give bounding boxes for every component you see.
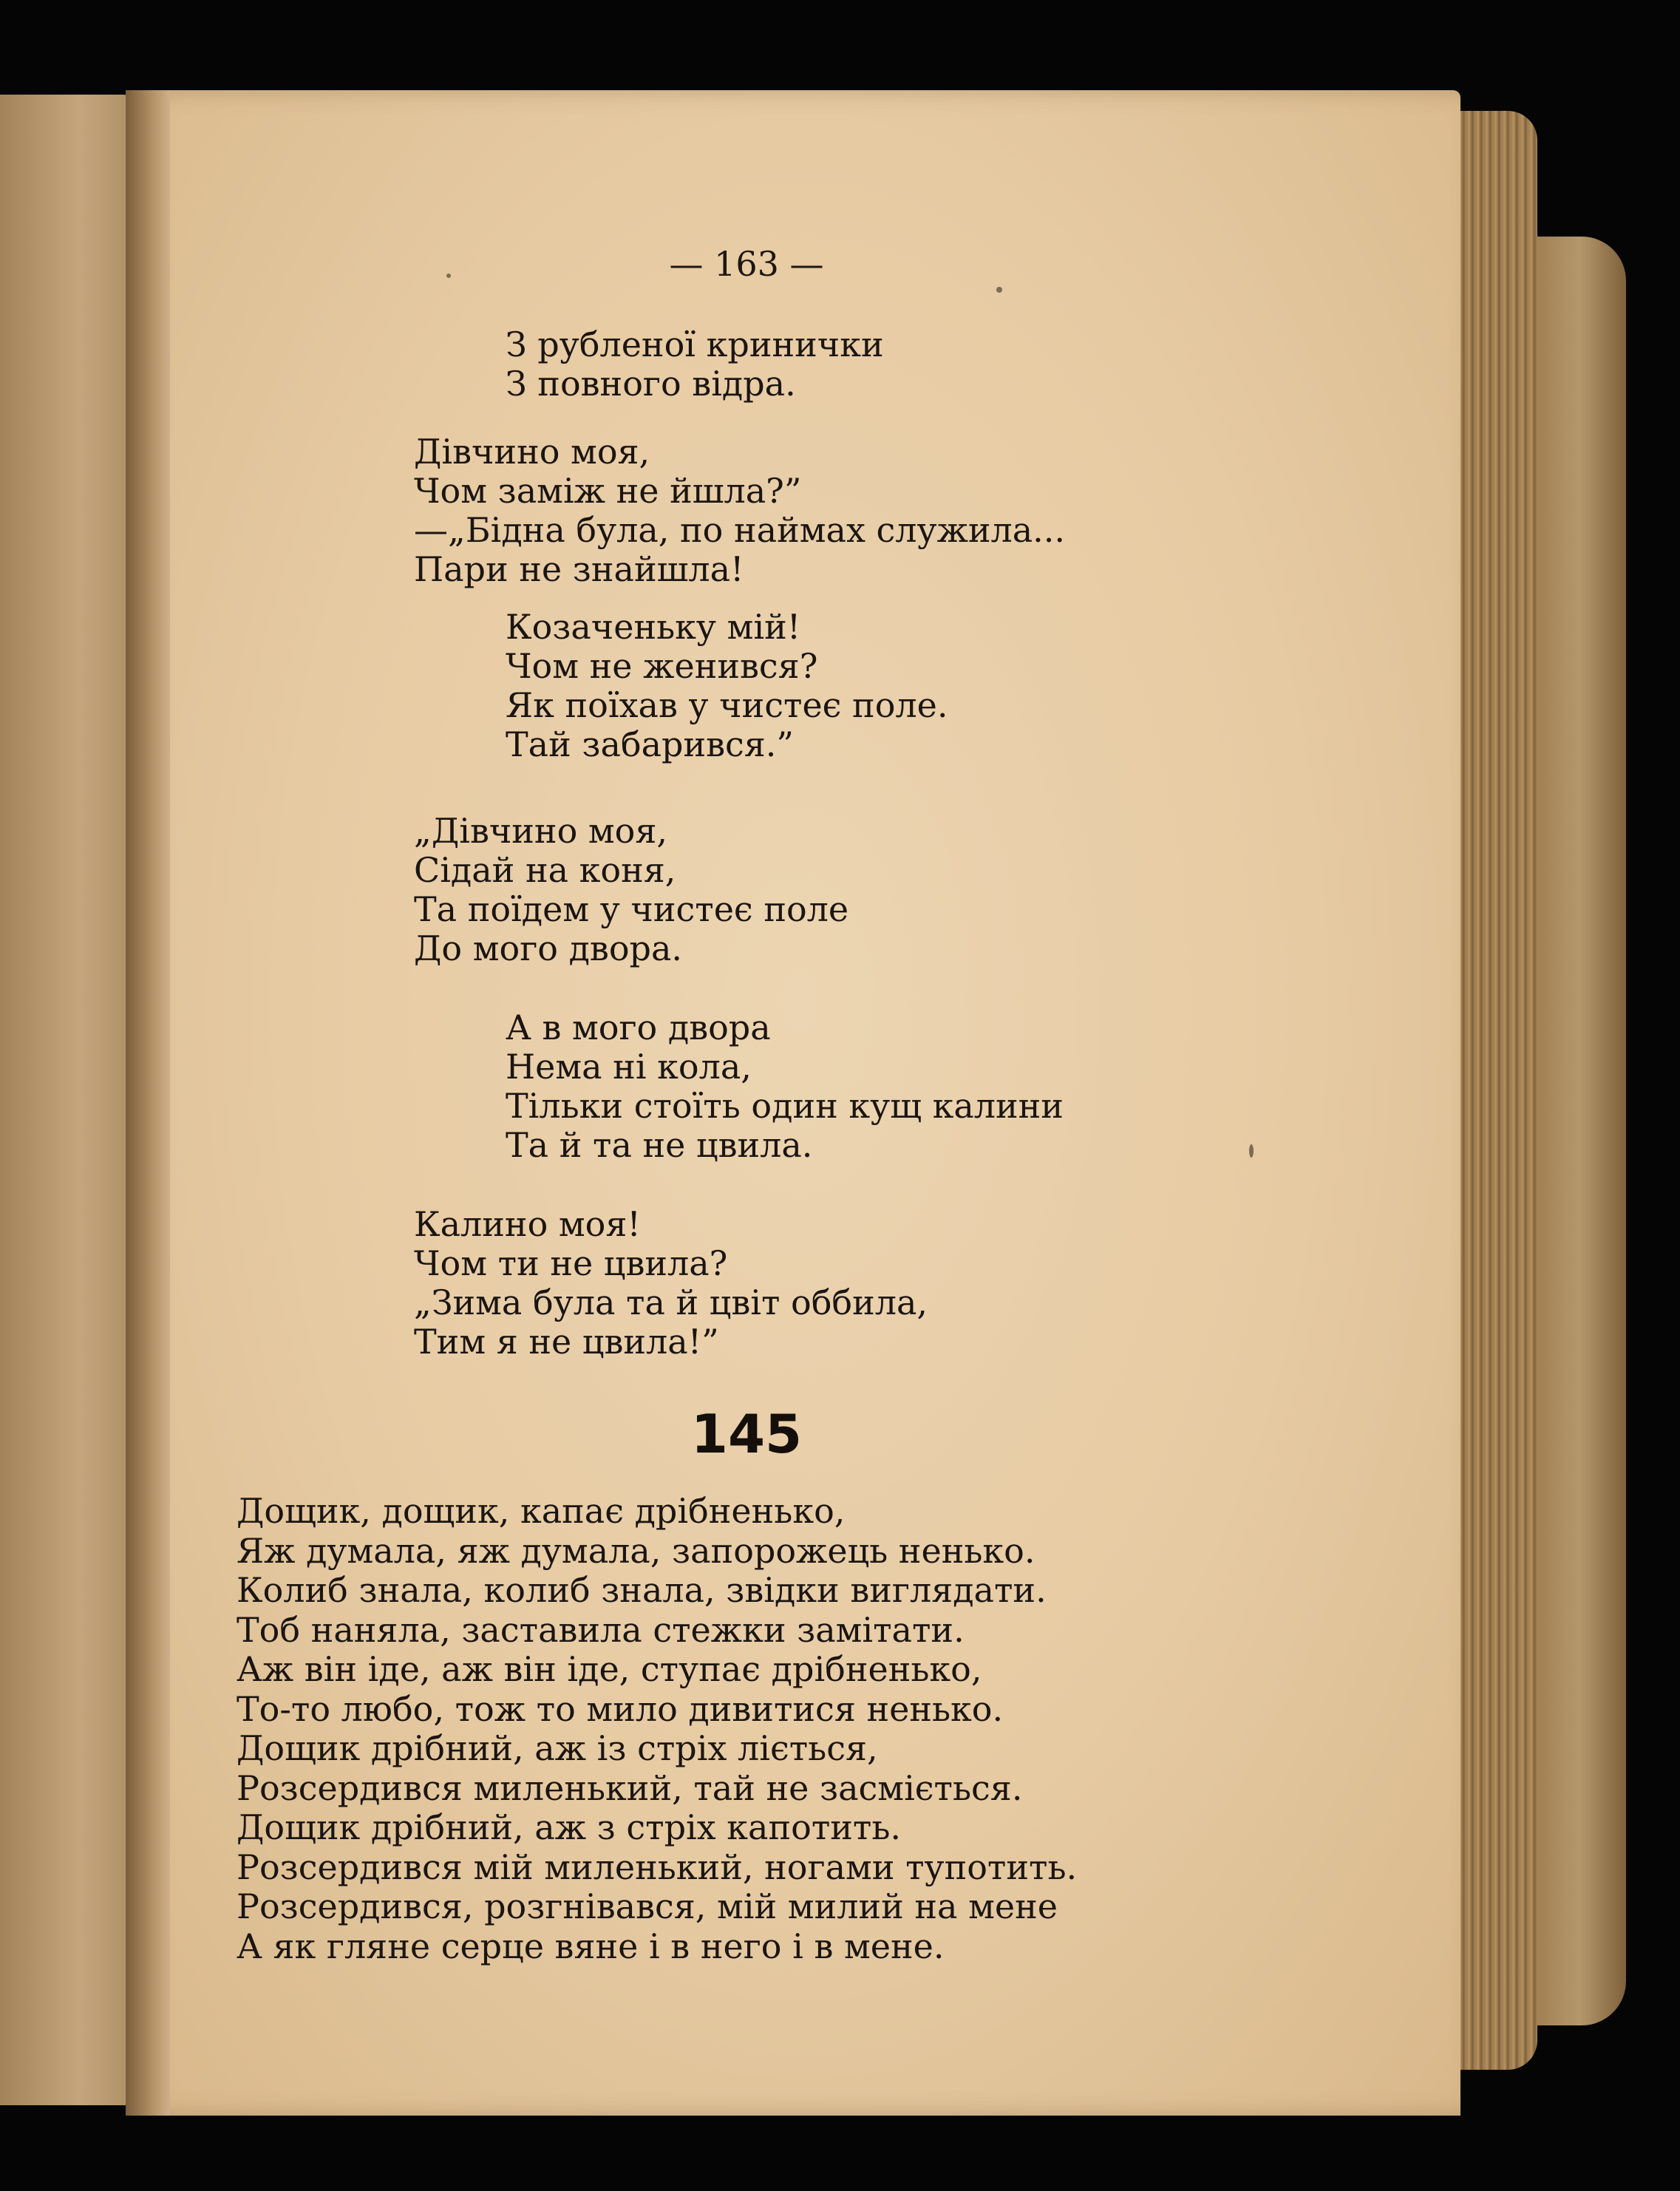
verse-line: Тай забарився.” <box>506 724 794 764</box>
paper-speck <box>446 274 451 278</box>
page-block-outer-edge <box>1523 237 1626 2025</box>
verse-line: Чом не женився? <box>506 646 818 686</box>
paper-speck <box>996 287 1002 293</box>
verse-line: —„Бідна була, по наймах служила... <box>414 510 1066 550</box>
verse-line: „Дівчино моя, <box>414 811 668 851</box>
verse-line: „Зима була та й цвіт оббила, <box>414 1283 928 1322</box>
verse-line: Аж він іде, аж він іде, ступає дрібненько, <box>237 1649 982 1689</box>
page-block-edges <box>1449 111 1537 2070</box>
verse-line: А як гляне серце вяне і в него і в мене. <box>237 1926 945 1966</box>
paper-speck <box>1249 1144 1254 1158</box>
verse-line: З повного відра. <box>506 364 796 404</box>
left-page-edge <box>0 95 145 2105</box>
verse-line: Дівчино моя, <box>414 432 650 472</box>
verse-line: Як поїхав у чистеє поле. <box>506 685 948 725</box>
verse-line: Розсердився миленький, тай не засміється. <box>237 1767 1023 1808</box>
verse-line: Сідай на коня, <box>414 850 676 890</box>
verse-line: Тим я не цвила!” <box>414 1322 719 1362</box>
stanza-2 <box>414 432 1065 589</box>
verse-line: Розсердився, розгнівався, мій милий на мене <box>237 1886 1058 1926</box>
stanza-6 <box>414 1205 928 1362</box>
verse-line: Яж думала, яж думала, запорожець ненько. <box>237 1530 1035 1571</box>
verse-line: З рубленої кринички <box>506 325 884 364</box>
verse-line: То-то любо, тож то мило дивитися ненько. <box>237 1688 1004 1729</box>
page-number: — 163 — <box>669 244 824 284</box>
verse-line: Чом ти не цвила? <box>414 1243 728 1283</box>
verse-line: Тоб наняла, заставила стежки замітати. <box>237 1609 965 1650</box>
book-gutter <box>126 90 170 2116</box>
verse-line: До мого двора. <box>414 928 683 968</box>
verse-line: Дощик, дощик, капає дрібненько, <box>237 1491 846 1531</box>
verse-line: Козаченьку мій! <box>506 607 801 647</box>
stanza-4 <box>414 812 848 968</box>
verse-line: Тільки стоїть один кущ калини <box>506 1086 1064 1126</box>
song-145-text <box>237 1492 1077 1966</box>
stanza-3 <box>506 608 948 764</box>
verse-line: Дощик дрібний, аж з стріх капотить. <box>237 1807 902 1847</box>
verse-line: Нема ні кола, <box>506 1047 752 1087</box>
stanza-1 <box>506 325 884 404</box>
verse-line: Розсердився мій миленький, ногами тупотить. <box>237 1847 1078 1887</box>
verse-line: Пари не знайшла! <box>414 549 744 589</box>
verse-line: Чом заміж не йшла?” <box>414 471 802 511</box>
song-number-heading: 145 <box>690 1403 803 1465</box>
verse-line: Калино моя! <box>414 1204 641 1244</box>
verse-line: Колиб знала, колиб знала, звідки виглядати. <box>237 1570 1047 1610</box>
verse-line: Дощик дрібний, аж із стріх ліється, <box>237 1728 878 1768</box>
verse-line: Та й та не цвила. <box>506 1125 813 1165</box>
verse-line: А в мого двора <box>506 1008 771 1047</box>
verse-line: Та поїдем у чистеє поле <box>414 889 849 929</box>
stanza-5 <box>506 1008 1064 1165</box>
